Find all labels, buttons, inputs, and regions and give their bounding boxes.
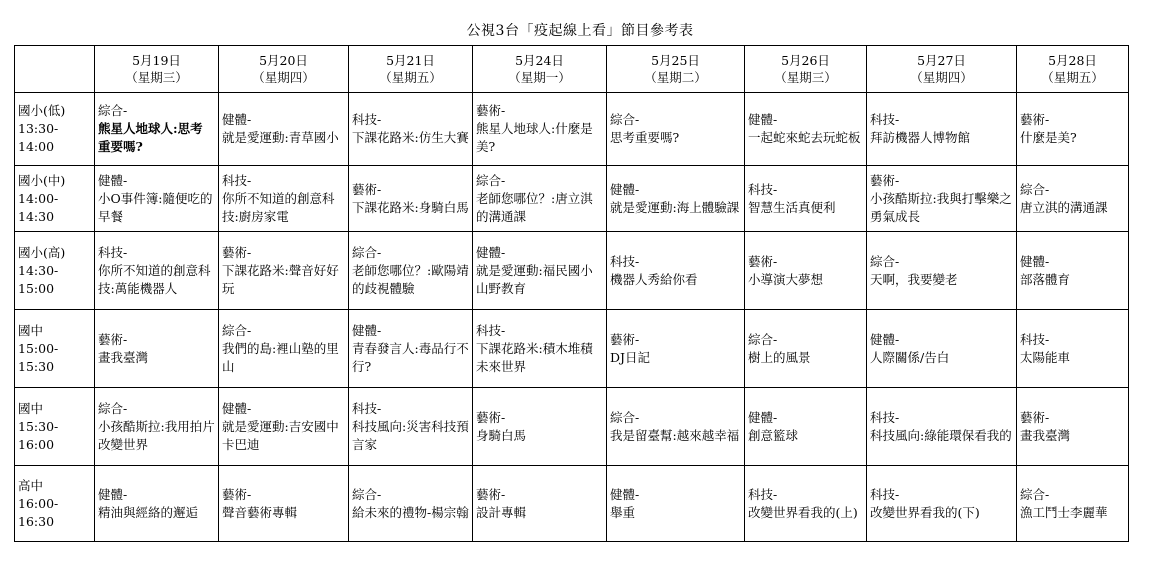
- program-cell: [607, 388, 745, 466]
- program-category: 藝術-: [98, 331, 128, 347]
- program-name: 小孩酷斯拉:我與打擊樂之勇氣成長: [870, 190, 1012, 224]
- program-name: 科技風向:綠能環保看我的: [870, 427, 1012, 443]
- program-cell: [219, 232, 349, 310]
- program-category: 健體-: [870, 331, 900, 347]
- program-category: 科技-: [98, 244, 128, 260]
- slot-end: 14:00: [18, 139, 55, 154]
- program-name: 下課花路米:身騎白馬: [352, 199, 469, 215]
- program-cell: [745, 388, 867, 466]
- slot-end: 16:00: [18, 436, 55, 452]
- program-name: 部落體育: [1020, 271, 1071, 287]
- day-date: 5月24日: [515, 53, 564, 68]
- program-category: 綜合-: [98, 103, 128, 118]
- program-cell: [867, 166, 1017, 232]
- program-category: 綜合-: [476, 172, 506, 188]
- program-category: 科技-: [610, 253, 640, 269]
- program-name: DJ日記: [610, 349, 651, 365]
- program-name: 設計專輯: [476, 504, 527, 520]
- program-category: 健體-: [748, 409, 778, 425]
- table-row: [15, 310, 1129, 388]
- grade-level: 高中: [18, 477, 44, 493]
- program-category: 科技-: [870, 486, 900, 502]
- program-category: 科技-: [352, 400, 382, 416]
- program-name: 下課花路米:聲音好好玩: [222, 262, 339, 296]
- program-cell: [219, 466, 349, 542]
- slot-start: 16:00-: [18, 495, 59, 511]
- program-cell: [867, 466, 1017, 542]
- day-date: 5月27日: [917, 53, 966, 68]
- day-date: 5月19日: [132, 53, 181, 68]
- program-category: 健體-: [98, 172, 128, 188]
- program-cell: [745, 466, 867, 542]
- grade-level: 國小(低): [18, 103, 66, 118]
- program-cell: [219, 388, 349, 466]
- slot-end: 14:30: [18, 208, 55, 224]
- program-category: 科技-: [476, 322, 506, 338]
- grade-level: 國中: [18, 400, 44, 416]
- program-category: 科技-: [1020, 331, 1050, 347]
- program-category: 科技-: [222, 172, 252, 188]
- program-category: 綜合-: [870, 253, 900, 269]
- time-slot-cell: [15, 388, 95, 466]
- time-slot-cell: [15, 166, 95, 232]
- slot-start: 15:00-: [18, 340, 59, 356]
- time-slot-cell: [15, 466, 95, 542]
- program-category: 綜合-: [610, 112, 640, 127]
- program-name: 思考重要嗎?: [610, 130, 680, 145]
- program-cell: [745, 93, 867, 166]
- program-category: 綜合-: [352, 244, 382, 260]
- program-name: 身騎白馬: [476, 427, 527, 443]
- grade-level: 國小(高): [18, 244, 66, 260]
- program-category: 藝術-: [222, 244, 252, 260]
- program-name: 老師您哪位？:歐陽靖的歧視體驗: [352, 262, 469, 296]
- program-name: 什麼是美?: [1020, 130, 1077, 145]
- program-name: 我們的島:裡山塾的里山: [222, 340, 339, 374]
- program-category: 健體-: [476, 244, 506, 260]
- program-cell: [95, 466, 219, 542]
- program-name: 畫我臺灣: [1020, 427, 1071, 443]
- day-header: [1017, 46, 1129, 93]
- program-cell: [1017, 166, 1129, 232]
- day-header: [95, 46, 219, 93]
- day-header: [745, 46, 867, 93]
- table-row: [15, 466, 1129, 542]
- day-weekday: （星期一）: [508, 70, 571, 85]
- table-row: [15, 93, 1129, 166]
- program-name: 小導演大夢想: [748, 271, 824, 287]
- program-cell: [219, 93, 349, 166]
- program-category: 綜合-: [748, 331, 778, 347]
- program-name: 人際關係/告白: [870, 349, 950, 365]
- day-header: [867, 46, 1017, 93]
- day-weekday: （星期二）: [644, 70, 707, 85]
- program-name: 創意籃球: [748, 427, 799, 443]
- program-name: 樹上的風景: [748, 349, 811, 365]
- program-name: 你所不知道的創意科技:廚房家電: [222, 190, 335, 224]
- grade-level: 國中: [18, 322, 44, 338]
- day-header: [349, 46, 473, 93]
- program-cell: [95, 232, 219, 310]
- slot-start: 14:30-: [18, 262, 59, 278]
- program-cell: [607, 93, 745, 166]
- program-name: 機器人秀給你看: [610, 271, 698, 287]
- program-name: 改變世界看我的(上): [748, 504, 858, 520]
- schedule-table: [14, 45, 1129, 542]
- program-category: 藝術-: [748, 253, 778, 269]
- program-cell: [95, 310, 219, 388]
- program-cell: [219, 166, 349, 232]
- program-name: 唐立淇的溝通課: [1020, 199, 1108, 215]
- program-name: 天啊，我要變老: [870, 271, 958, 287]
- program-category: 科技-: [870, 409, 900, 425]
- program-cell: [349, 232, 473, 310]
- program-name: 老師您哪位？:唐立淇的溝通課: [476, 190, 593, 224]
- program-cell: [95, 388, 219, 466]
- time-slot-cell: [15, 310, 95, 388]
- day-weekday: （星期四）: [910, 70, 973, 85]
- day-weekday: （星期五）: [379, 70, 442, 85]
- day-header: [219, 46, 349, 93]
- program-category: 綜合-: [352, 486, 382, 502]
- program-name: 小孩酷斯拉:我用拍片改變世界: [98, 418, 215, 452]
- program-name: 就是愛運動:福民國小山野教育: [476, 262, 593, 296]
- program-name: 熊星人地球人:什麼是美?: [476, 121, 593, 154]
- table-row: [15, 232, 1129, 310]
- program-cell: [745, 166, 867, 232]
- grade-level: 國小(中): [18, 172, 66, 188]
- day-date: 5月25日: [651, 53, 700, 68]
- day-header: [473, 46, 607, 93]
- program-cell: [1017, 466, 1129, 542]
- program-cell: [1017, 93, 1129, 166]
- program-category: 綜合-: [1020, 486, 1050, 502]
- day-weekday: （星期三）: [774, 70, 837, 85]
- program-name: 畫我臺灣: [98, 349, 149, 365]
- program-category: 科技-: [352, 112, 382, 127]
- program-category: 綜合-: [610, 409, 640, 425]
- program-category: 科技-: [748, 181, 778, 197]
- program-cell: [95, 93, 219, 166]
- program-cell: [349, 388, 473, 466]
- program-cell: [473, 93, 607, 166]
- day-date: 5月21日: [386, 53, 435, 68]
- slot-end: 15:30: [18, 358, 55, 374]
- program-cell: [1017, 388, 1129, 466]
- program-category: 科技-: [748, 486, 778, 502]
- program-category: 藝術-: [476, 103, 506, 118]
- program-cell: [473, 166, 607, 232]
- program-cell: [349, 466, 473, 542]
- program-cell: [349, 93, 473, 166]
- program-name: 舉重: [610, 504, 636, 520]
- day-weekday: （星期三）: [125, 70, 188, 85]
- program-category: 科技-: [870, 112, 900, 127]
- program-name: 科技風向:災害科技預言家: [352, 418, 469, 452]
- program-cell: [473, 232, 607, 310]
- header-row: [15, 46, 1129, 93]
- program-category: 藝術-: [352, 181, 382, 197]
- program-name: 下課花路米:積木堆積未來世界: [476, 340, 593, 374]
- program-name: 就是愛運動:海上體驗課: [610, 199, 740, 215]
- program-category: 藝術-: [476, 409, 506, 425]
- page-title: 公視3台「疫起線上看」節目參考表: [466, 23, 694, 39]
- program-name: 聲音藝術專輯: [222, 504, 298, 520]
- program-name: 一起蛇來蛇去玩蛇板: [748, 130, 861, 145]
- program-category: 健體-: [610, 486, 640, 502]
- program-name: 青春發言人:毒品行不行?: [352, 340, 469, 374]
- program-cell: [607, 310, 745, 388]
- program-category: 健體-: [610, 181, 640, 197]
- program-cell: [473, 310, 607, 388]
- program-category: 健體-: [352, 322, 382, 338]
- program-category: 綜合-: [1020, 181, 1050, 197]
- program-cell: [867, 310, 1017, 388]
- day-header: [607, 46, 745, 93]
- program-cell: [349, 166, 473, 232]
- program-cell: [473, 388, 607, 466]
- program-name: 就是愛運動:吉安國中卡巴迪: [222, 418, 339, 452]
- program-name: 給未來的禮物-楊宗翰: [352, 504, 469, 520]
- program-cell: [607, 166, 745, 232]
- program-cell: [1017, 232, 1129, 310]
- program-cell: [867, 93, 1017, 166]
- corner-cell: [15, 46, 95, 93]
- program-name: 智慧生活真便利: [748, 199, 836, 215]
- slot-start: 13:30-: [18, 121, 59, 136]
- program-name: 下課花路米:仿生大賽: [352, 130, 469, 145]
- day-date: 5月28日: [1048, 53, 1097, 68]
- program-name: 漁工鬥士李麗華: [1020, 504, 1108, 520]
- program-category: 藝術-: [870, 172, 900, 188]
- table-row: [15, 166, 1129, 232]
- program-category: 藝術-: [222, 486, 252, 502]
- program-category: 健體-: [222, 112, 252, 127]
- day-weekday: （星期四）: [252, 70, 315, 85]
- program-category: 藝術-: [476, 486, 506, 502]
- day-date: 5月20日: [259, 53, 308, 68]
- program-cell: [473, 466, 607, 542]
- program-category: 綜合-: [98, 400, 128, 416]
- program-cell: [95, 166, 219, 232]
- program-cell: [867, 388, 1017, 466]
- program-category: 健體-: [222, 400, 252, 416]
- program-category: 健體-: [1020, 253, 1050, 269]
- time-slot-cell: [15, 93, 95, 166]
- program-category: 綜合-: [222, 322, 252, 338]
- program-cell: [607, 232, 745, 310]
- program-category: 健體-: [748, 112, 778, 127]
- program-name: 小O事件簿:隨便吃的早餐: [98, 190, 213, 224]
- slot-end: 16:30: [18, 513, 55, 529]
- program-name: 我是留臺幫:越來越幸福: [610, 427, 740, 443]
- program-cell: [745, 310, 867, 388]
- slot-start: 14:00-: [18, 190, 59, 206]
- program-name: 就是愛運動:青草國小: [222, 130, 339, 145]
- program-name: 拜訪機器人博物館: [870, 130, 971, 145]
- program-category: 藝術-: [1020, 409, 1050, 425]
- slot-end: 15:00: [18, 280, 55, 296]
- program-cell: [745, 232, 867, 310]
- program-name: 你所不知道的創意科技:萬能機器人: [98, 262, 211, 296]
- program-category: 健體-: [98, 486, 128, 502]
- program-name: 改變世界看我的(下): [870, 504, 980, 520]
- program-cell: [349, 310, 473, 388]
- slot-start: 15:30-: [18, 418, 59, 434]
- program-name: 熊星人地球人:思考重要嗎?: [98, 121, 203, 154]
- day-weekday: （星期五）: [1041, 70, 1104, 85]
- program-name: 太陽能車: [1020, 349, 1071, 365]
- program-cell: [607, 466, 745, 542]
- day-date: 5月26日: [781, 53, 830, 68]
- program-category: 藝術-: [610, 331, 640, 347]
- program-name: 精油與經絡的邂逅: [98, 504, 199, 520]
- program-cell: [867, 232, 1017, 310]
- program-cell: [1017, 310, 1129, 388]
- table-row: [15, 388, 1129, 466]
- program-category: 藝術-: [1020, 112, 1050, 127]
- time-slot-cell: [15, 232, 95, 310]
- program-cell: [219, 310, 349, 388]
